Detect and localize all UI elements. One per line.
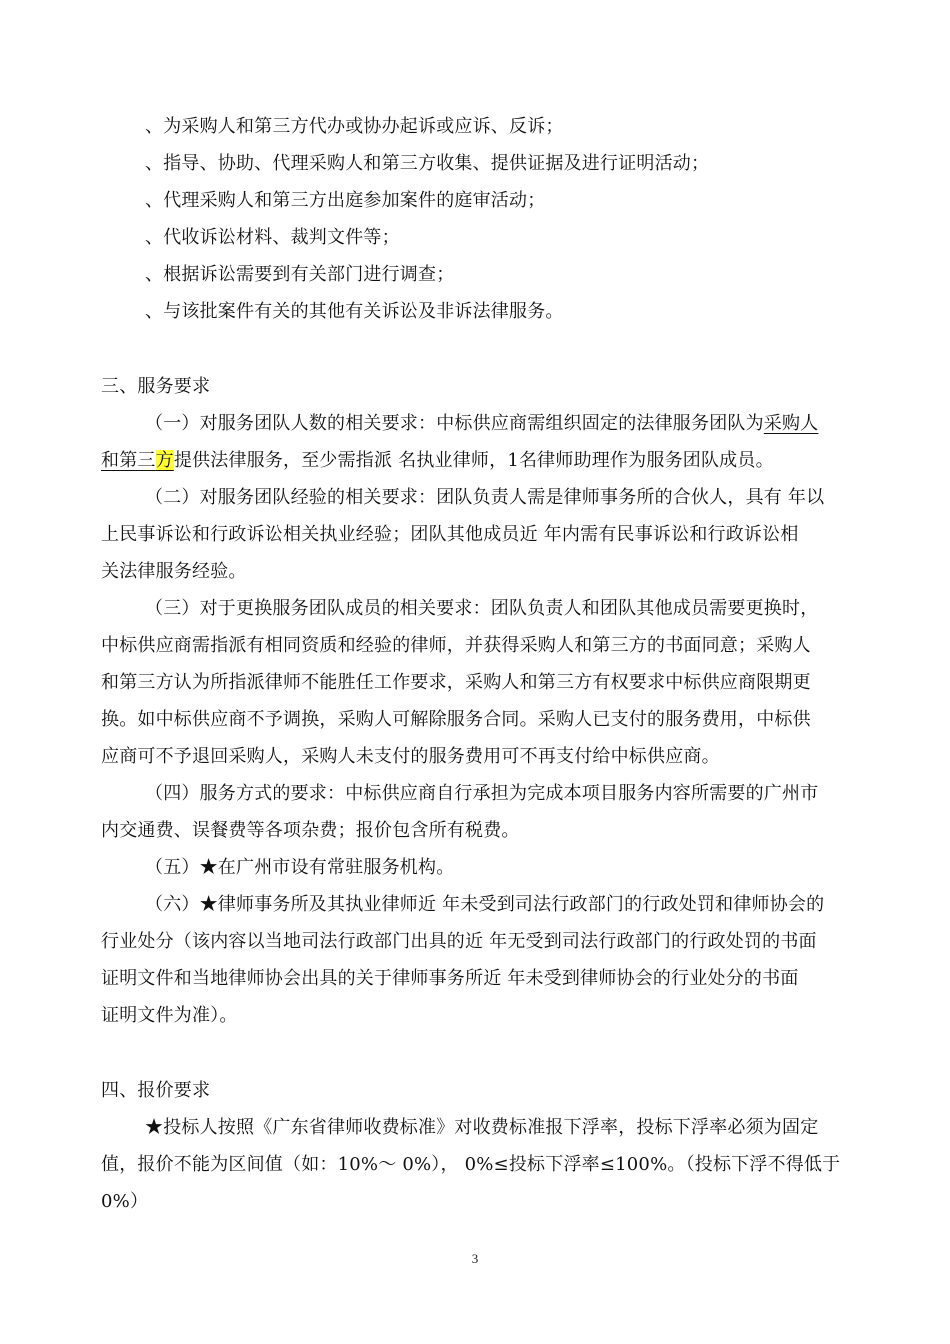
section-heading: 三、服务要求: [101, 376, 211, 397]
paragraph-line: [145, 412, 818, 436]
paragraph-line: 值，报价不能为区间值（如：10%～ 0%）， 0%≤投标下浮率≤100%。（投标下浮不得低于: [101, 1154, 841, 1175]
paragraph-line: 0%）: [101, 1191, 149, 1212]
page-number: 3: [471, 1251, 479, 1266]
list-item: 、代理采购人和第三方出庭参加案件的庭审活动；: [145, 190, 546, 211]
paragraph-line: [101, 449, 774, 473]
paragraph-line: （六）★律师事务所及其执业律师近 年未受到司法行政部门的行政处罚和律师协会的: [145, 894, 825, 915]
paragraph-line: （五）★在广州市设有常驻服务机构。: [145, 857, 455, 878]
list-item: 、代收诉讼材料、裁判文件等；: [145, 227, 400, 248]
paragraph-line: （三）对于更换服务团队成员的相关要求：团队负责人和团队其他成员需要更换时，: [145, 598, 819, 619]
underlined-text: 采购人: [763, 413, 819, 434]
paragraph-line: 证明文件和当地律师协会出具的关于律师事务所近 年未受到律师协会的行业处分的书面: [101, 968, 799, 989]
paragraph-text: 提供法律服务，至少需指派 名执业律师，1名律师助理作为服务团队成员。: [173, 450, 774, 471]
paragraph-line: 关法律服务经验。: [101, 561, 247, 582]
paragraph-line: 上民事诉讼和行政诉讼相关执业经验；团队其他成员近 年内需有民事诉讼和行政诉讼相: [101, 524, 799, 545]
paragraph-line: 换。如中标供应商不予调换，采购人可解除服务合同。采购人已支付的服务费用，中标供: [101, 709, 811, 730]
paragraph-line: （二）对服务团队经验的相关要求：团队负责人需是律师事务所的合伙人，具有 年以: [145, 487, 825, 508]
paragraph-text: （一）对服务团队人数的相关要求：中标供应商需组织固定的法律服务团队为: [145, 413, 764, 434]
paragraph-line: ★投标人按照《广东省律师收费标准》对收费标准报下浮率，投标下浮率必须为固定: [145, 1117, 819, 1138]
paragraph-line: 和第三方认为所指派律师不能胜任工作要求，采购人和第三方有权要求中标供应商限期更: [101, 672, 811, 693]
paragraph-line: 行业处分（该内容以当地司法行政部门出具的近 年无受到司法行政部门的行政处罚的书面: [101, 931, 817, 952]
highlighted-text: 方: [155, 450, 174, 471]
paragraph-line: 中标供应商需指派有相同资质和经验的律师，并获得采购人和第三方的书面同意；采购人: [101, 635, 811, 656]
section-heading: 四、报价要求: [101, 1080, 211, 1101]
paragraph-line: （四）服务方式的要求：中标供应商自行承担为完成本项目服务内容所需要的广州市: [145, 783, 819, 804]
list-item: 、为采购人和第三方代办或协办起诉或应诉、反诉；: [145, 116, 564, 137]
paragraph-line: 证明文件为准）。: [101, 1005, 238, 1026]
list-item: 、根据诉讼需要到有关部门进行调查；: [145, 264, 455, 285]
list-item: 、指导、协助、代理采购人和第三方收集、提供证据及进行证明活动；: [145, 153, 710, 174]
underlined-text: 和第三: [101, 450, 156, 471]
paragraph-line: 应商可不予退回采购人，采购人未支付的服务费用可不再支付给中标供应商。: [101, 746, 720, 767]
list-item: 、与该批案件有关的其他有关诉讼及非诉法律服务。: [145, 301, 564, 322]
paragraph-line: 内交通费、误餐费等各项杂费；报价包含所有税费。: [101, 820, 520, 841]
